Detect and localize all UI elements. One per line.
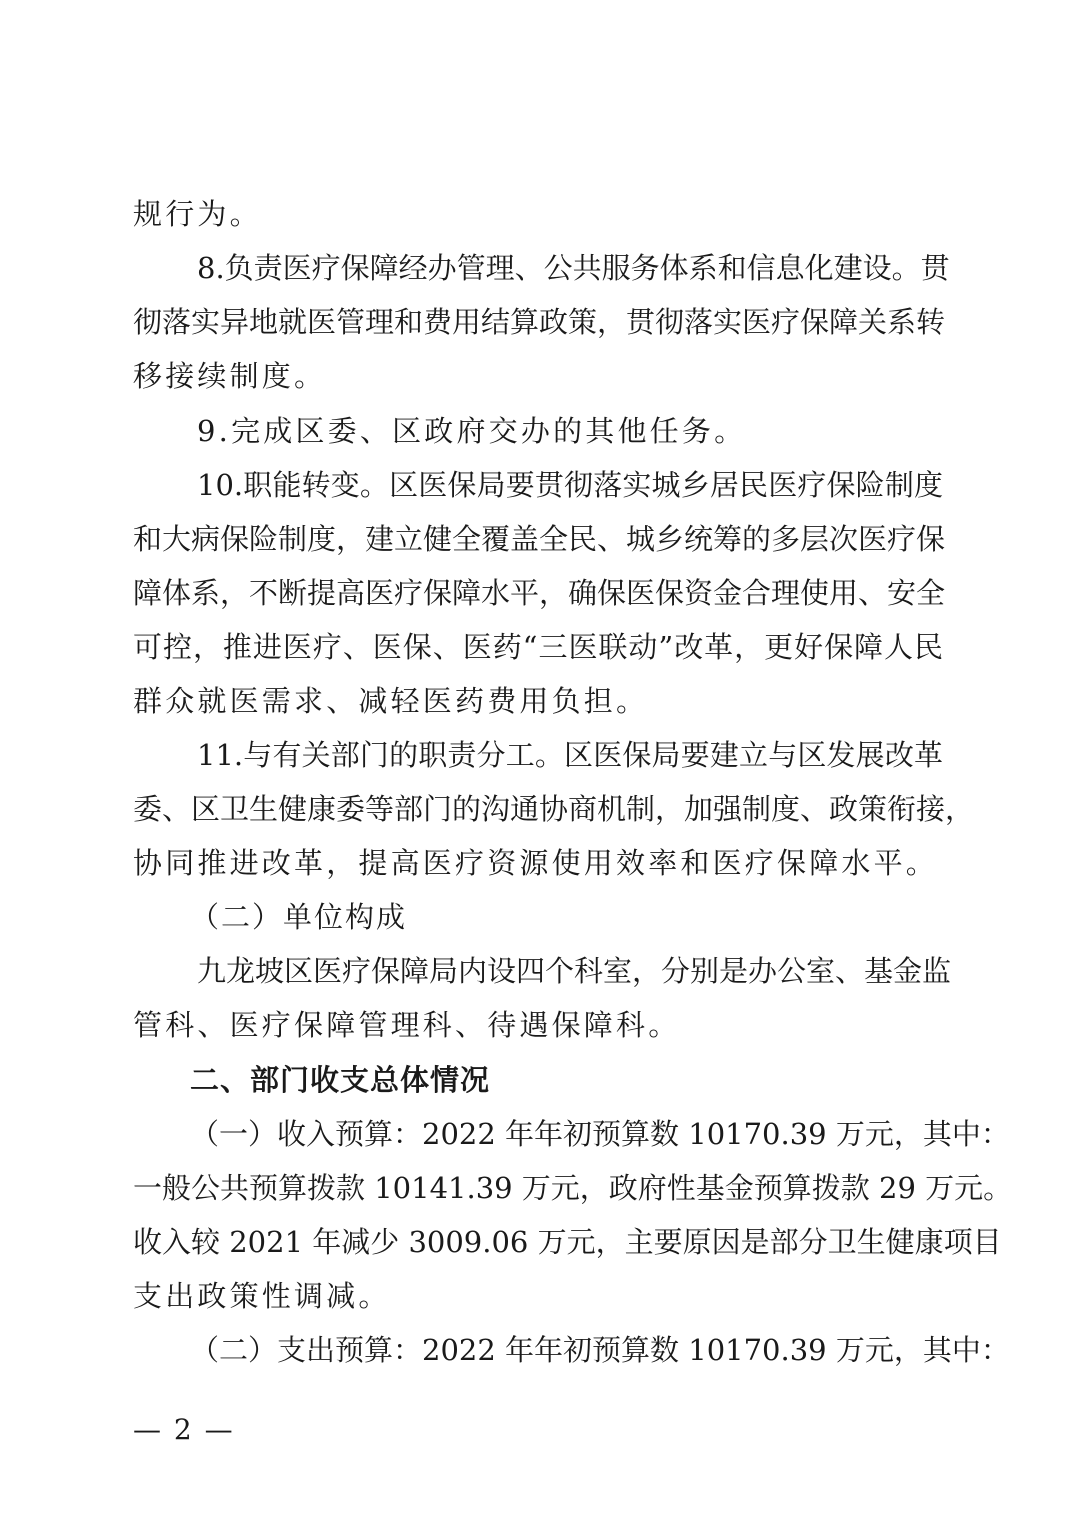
- text-line-4: 移接续制度。: [133, 359, 327, 393]
- text-line-5: 9.完成区委、区政府交办的其他任务。: [197, 414, 747, 448]
- text-line-10: 群众就医需求、减轻医药费用负担。: [133, 684, 649, 718]
- text-line-8: 障体系，不断提高医疗保障水平，确保医保资金合理使用、安全: [133, 576, 946, 610]
- text-line-1: 规行为。: [133, 197, 262, 231]
- text-line-19: 一般公共预算拨款 10141.39 万元，政府性基金预算拨款 29 万元。: [133, 1171, 1013, 1205]
- text-line-2: 8.负责医疗保障经办管理、公共服务体系和信息化建设。贯: [197, 251, 950, 285]
- text-line-21: 支出政策性调减。: [133, 1279, 391, 1313]
- text-line-3: 彻落实异地就医管理和费用结算政策，贯彻落实医疗保障关系转: [133, 305, 946, 339]
- text-line-9: 可控，推进医疗、医保、医药“三医联动”改革，更好保障人民: [133, 630, 943, 664]
- text-line-11: 11.与有关部门的职责分工。区医保局要建立与区发展改革: [197, 738, 943, 772]
- section-heading-budget-overview: 二、部门收支总体情况: [190, 1063, 491, 1097]
- text-line-18: （一）收入预算：2022 年年初预算数 10170.39 万元，其中：: [190, 1117, 1010, 1151]
- text-line-22: （二）支出预算：2022 年年初预算数 10170.39 万元，其中：: [190, 1333, 1010, 1367]
- text-line-13: 协同推进改革，提高医疗资源使用效率和医疗保障水平。: [133, 846, 939, 880]
- text-line-7: 和大病保险制度，建立健全覆盖全民、城乡统筹的多层次医疗保: [133, 522, 946, 556]
- text-line-15: 九龙坡区医疗保障局内设四个科室，分别是办公室、基金监: [197, 954, 952, 988]
- section-heading-unit-composition: （二）单位构成: [190, 900, 408, 934]
- text-line-16: 管科、医疗保障管理科、待遇保障科。: [133, 1008, 681, 1042]
- text-line-12: 委、区卫生健康委等部门的沟通协商机制，加强制度、政策衔接，: [133, 792, 975, 826]
- page-number: — 2 —: [133, 1413, 235, 1446]
- text-line-6: 10.职能转变。区医保局要贯彻落实城乡居民医疗保险制度: [197, 468, 943, 502]
- text-line-20: 收入较 2021 年减少 3009.06 万元，主要原因是部分卫生健康项目: [133, 1225, 1002, 1259]
